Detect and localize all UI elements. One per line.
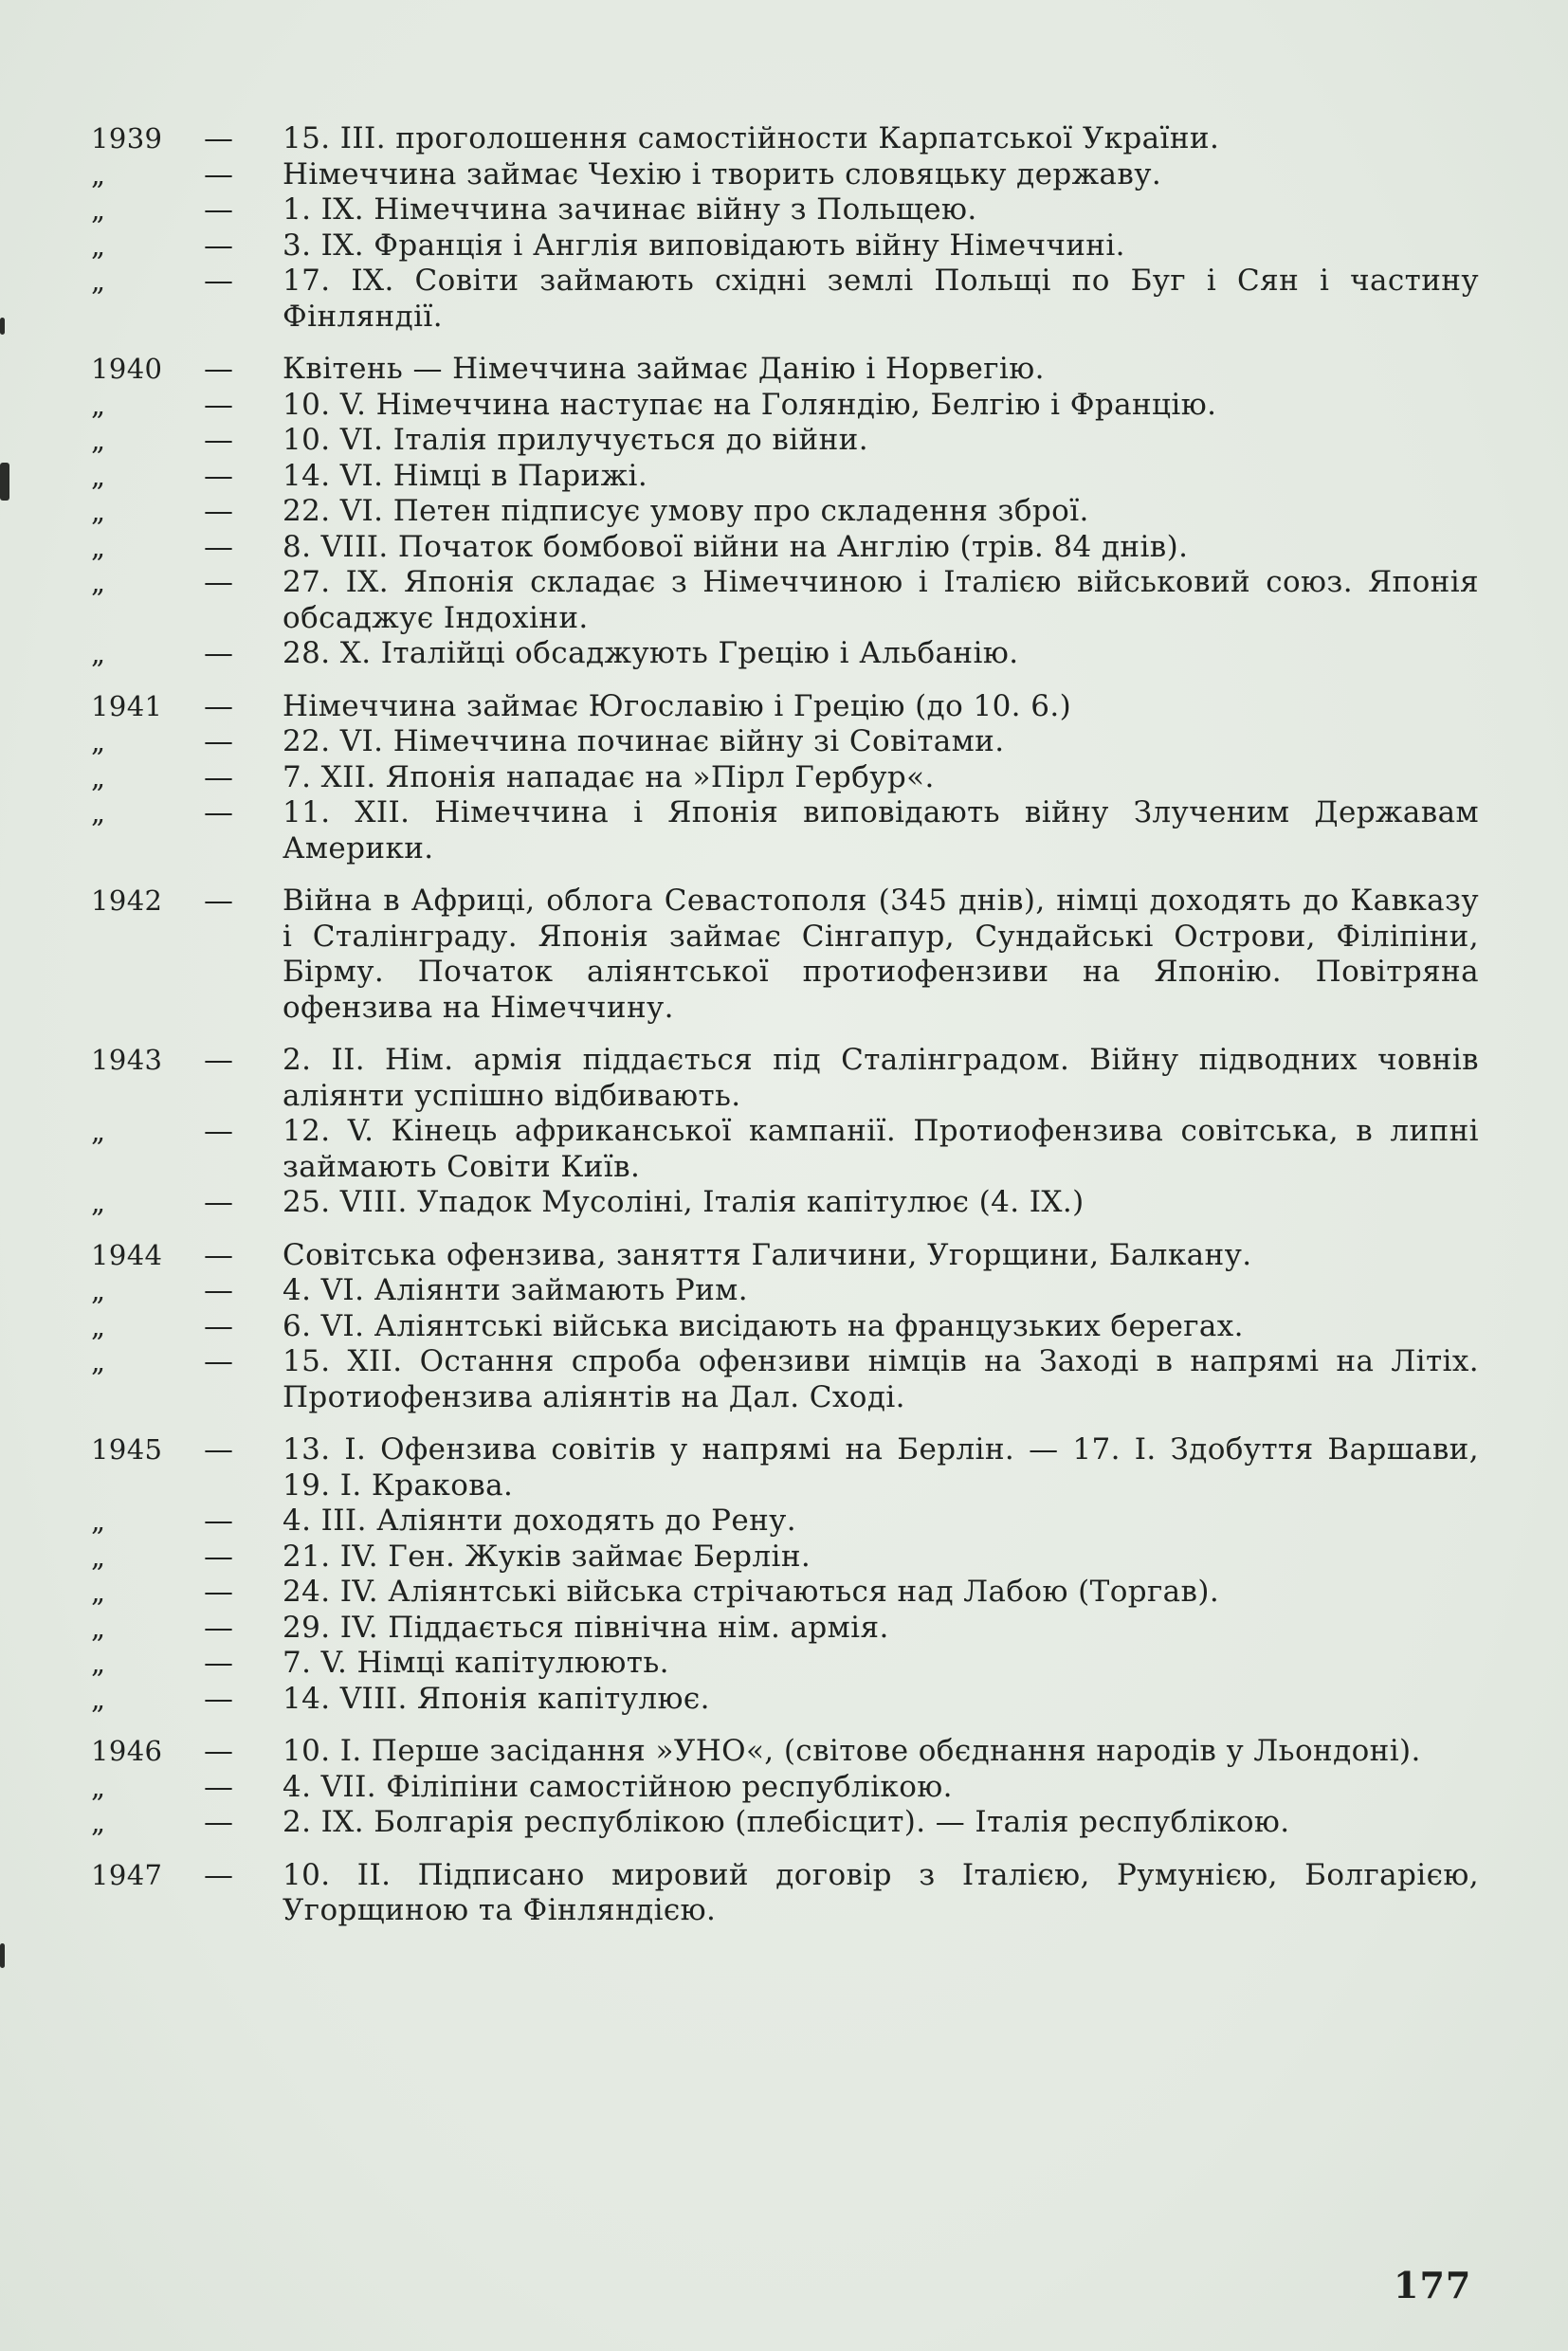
chronology-entry (0, 423, 1568, 459)
chronology-entry (0, 724, 1568, 760)
entry-year: „ (91, 530, 106, 563)
chronology-entry (0, 228, 1568, 264)
year-group (0, 884, 1568, 1026)
entry-dash: — (204, 156, 234, 191)
entry-text: 29. IV. Піддається північна нім. армія. (283, 1610, 889, 1645)
entry-year: „ (91, 796, 106, 829)
entry-text: 27. IX. Японія складає з Німеччиною і Італією військовий союз. Японія обсаджує Індохіни. (283, 565, 1479, 635)
entry-text: 22. VI. Петен підписує умову про складення зброї. (283, 494, 1089, 528)
entry-year: „ (91, 1611, 106, 1644)
year-group (0, 1432, 1568, 1717)
chronology-entry (0, 1805, 1568, 1841)
entry-year: „ (91, 193, 106, 226)
entry-text: 11. XII. Німеччина і Японія виповідають війну Злученим Державам Америки. (283, 795, 1479, 866)
entry-year: „ (91, 1806, 106, 1838)
entry-text: Квітень — Німеччина займає Данію і Норвегію. (283, 352, 1045, 386)
entry-dash: — (204, 1237, 234, 1272)
entry-year: „ (91, 424, 106, 456)
entry-dash: — (204, 565, 234, 599)
chronology-entry (0, 565, 1568, 636)
entry-text: 14. VI. Німці в Парижі. (283, 458, 648, 493)
entry-text: 4. VII. Філіпіни самостійною республікою. (283, 1769, 953, 1804)
year-group (0, 1043, 1568, 1221)
entry-dash: — (204, 494, 234, 528)
entry-dash: — (204, 1185, 234, 1219)
entry-dash: — (204, 529, 234, 564)
entry-dash: — (204, 1769, 234, 1804)
year-group (0, 121, 1568, 335)
chronology-entry (0, 388, 1568, 424)
entry-text: Війна в Африці, облога Севастополя (345 днів), німці доходять до Кавказу і Сталінграду. Японія займає Сінгапур, Сундайські Острови, Філіпіни, Бірму. Початок аліянтської протиофензиви на Японію. Повітряна офензива на Німеччину. (283, 884, 1479, 1025)
entry-year: „ (91, 1540, 106, 1573)
entry-text: 24. IV. Аліянтські війська стрічаються над Лабою (Торгав). (283, 1575, 1220, 1609)
entry-year: „ (91, 1504, 106, 1537)
chronology-entry (0, 121, 1568, 157)
entry-year: „ (91, 1647, 106, 1679)
entry-dash: — (204, 1681, 234, 1716)
entry-text: 13. I. Офензива совітів у напрямі на Берлін. — 17. I. Здобуття Варшави, 19. I. Кракова. (283, 1432, 1479, 1503)
chronology-entry (0, 1682, 1568, 1718)
entry-year: „ (91, 388, 106, 421)
chronology-entry (0, 1646, 1568, 1682)
chronology-entry (0, 1273, 1568, 1309)
year-group (0, 1858, 1568, 1929)
chronology-entry (0, 884, 1568, 1026)
entry-text: 21. IV. Ген. Жуків займає Берлін. (283, 1539, 811, 1574)
entry-dash: — (204, 192, 234, 227)
entry-dash: — (204, 884, 234, 918)
entry-dash: — (204, 1432, 234, 1467)
entry-year: „ (91, 264, 106, 297)
chronology-entry (0, 1344, 1568, 1415)
entry-text: 2. IX. Болгарія республікою (плебісцит). — Італія республікою. (283, 1805, 1290, 1839)
entry-year: „ (91, 1115, 106, 1147)
chronology-entry (0, 636, 1568, 672)
entry-text: 7. V. Німці капітулюють. (283, 1646, 669, 1680)
entry-dash: — (204, 352, 234, 386)
entry-year: 1945 (91, 1433, 163, 1466)
chronology-entry (0, 760, 1568, 796)
entry-text: 8. VIII. Початок бомбової війни на Англію (трів. 84 днів). (283, 529, 1189, 564)
chronology-entry (0, 192, 1568, 228)
chronology-entry (0, 1611, 1568, 1647)
chronology-entry (0, 795, 1568, 866)
entry-dash: — (204, 1575, 234, 1609)
chronology-entry (0, 157, 1568, 193)
entry-dash: — (204, 228, 234, 263)
entry-dash: — (204, 1805, 234, 1839)
entry-text: 10. V. Німеччина наступає на Голяндію, Белгію і Францію. (283, 387, 1217, 422)
entry-text: 3. IX. Франція і Англія виповідають війну Німеччині. (283, 228, 1125, 263)
entry-dash: — (204, 759, 234, 794)
chronology-entry (0, 352, 1568, 388)
entry-dash: — (204, 1308, 234, 1343)
entry-dash: — (204, 1344, 234, 1378)
entry-dash: — (204, 458, 234, 493)
entry-year: „ (91, 1309, 106, 1342)
chronology-entry (0, 1575, 1568, 1611)
chronology-entry (0, 1114, 1568, 1185)
chronology-entry (0, 1858, 1568, 1929)
entry-dash: — (204, 1734, 234, 1768)
year-group (0, 1238, 1568, 1416)
entry-text: 10. II. Підписано мировий договір з Італією, Румунією, Болгарією, Угорщиною та Фінляндією. (283, 1857, 1479, 1927)
entry-dash: — (204, 688, 234, 723)
entry-text: 17. IX. Совіти займають східні землі Польщі по Буг і Сян і частину Фінляндії. (283, 264, 1479, 334)
entry-text: 25. VIII. Упадок Мусоліні, Італія капітулює (4. IX.) (283, 1185, 1085, 1219)
entry-dash: — (204, 1539, 234, 1574)
entry-year: „ (91, 1186, 106, 1218)
entry-dash: — (204, 724, 234, 758)
chronology-entry (0, 689, 1568, 725)
entry-year: „ (91, 1345, 106, 1377)
entry-dash: — (204, 387, 234, 422)
chronology-entry (0, 530, 1568, 566)
chronology-entry (0, 1309, 1568, 1345)
chronology-entry (0, 264, 1568, 335)
entry-text: 1. IX. Німеччина зачинає війну з Польщею. (283, 192, 977, 227)
year-group (0, 689, 1568, 867)
entry-year: „ (91, 1682, 106, 1715)
entry-text: 6. VI. Аліянтські війська висідають на французьких берегах. (283, 1308, 1244, 1343)
entry-text: 10. VI. Італія прилучується до війни. (283, 423, 868, 457)
entry-year: „ (91, 760, 106, 793)
entry-year: 1947 (91, 1858, 163, 1891)
entry-dash: — (204, 1273, 234, 1307)
entry-year: „ (91, 1576, 106, 1608)
entry-year: „ (91, 495, 106, 527)
entry-text: 28. X. Італійці обсаджують Грецію і Альбанію. (283, 636, 1019, 670)
entry-text: 12. V. Кінець африканської кампанії. Протиофензива совітська, в липні займають Совіти Київ. (283, 1114, 1479, 1184)
entry-dash: — (204, 636, 234, 670)
chronology-entry (0, 1504, 1568, 1540)
entry-year: „ (91, 157, 106, 191)
entry-text: 10. I. Перше засідання »УНО«, (світове обєднання народів у Льондоні). (283, 1734, 1421, 1768)
entry-text: 22. VI. Німеччина починає війну зі Совітами. (283, 724, 1005, 758)
entry-text: 7. XII. Японія нападає на »Пірл Гербур«. (283, 759, 935, 794)
entry-year: 1940 (91, 353, 163, 385)
entry-text: 4. VI. Аліянти займають Рим. (283, 1273, 748, 1307)
chronology-entry (0, 1432, 1568, 1504)
entry-year: 1941 (91, 689, 163, 722)
entry-dash: — (204, 1610, 234, 1645)
entry-year: „ (91, 1770, 106, 1803)
entry-text: 15. III. проголошення самостійности Карпатської України. (283, 121, 1220, 155)
binding-mark (0, 1943, 5, 1968)
entry-dash: — (204, 1857, 234, 1892)
entry-dash: — (204, 1504, 234, 1538)
entry-year: „ (91, 459, 106, 492)
entry-year: 1943 (91, 1044, 163, 1076)
chronology-entry (0, 1540, 1568, 1576)
chronology-list (0, 121, 1568, 1946)
chronology-entry (0, 1043, 1568, 1114)
entry-text: 4. III. Аліянти доходять до Рену. (283, 1504, 797, 1538)
entry-year: „ (91, 725, 106, 757)
entry-dash: — (204, 795, 234, 829)
entry-text: Німеччина займає Чехію і творить словяцьку державу. (283, 156, 1162, 191)
entry-year: „ (91, 1274, 106, 1306)
entry-year: 1946 (91, 1735, 163, 1767)
entry-dash: — (204, 1043, 234, 1077)
entry-year: 1939 (91, 122, 163, 155)
entry-dash: — (204, 121, 234, 155)
entry-text: Совітська офензива, заняття Галичини, Угорщини, Балкану. (283, 1237, 1252, 1272)
page-number: 177 (1394, 2264, 1472, 2306)
entry-text: 2. II. Нім. армія піддається під Сталінградом. Війну підводних човнів аліянти успішно відбивають. (283, 1043, 1479, 1113)
entry-year: „ (91, 566, 106, 598)
entry-dash: — (204, 423, 234, 457)
chronology-entry (0, 1734, 1568, 1770)
entry-dash: — (204, 1646, 234, 1680)
year-group (0, 1734, 1568, 1841)
entry-text: Німеччина займає Югославію і Грецію (до 10. 6.) (283, 688, 1072, 723)
entry-text: 14. VIII. Японія капітулює. (283, 1681, 710, 1716)
entry-year: „ (91, 637, 106, 669)
entry-dash: — (204, 264, 234, 298)
entry-year: 1942 (91, 884, 163, 917)
year-group (0, 352, 1568, 672)
entry-year: 1944 (91, 1238, 163, 1271)
entry-year: „ (91, 228, 106, 262)
chronology-entry (0, 494, 1568, 530)
entry-text: 15. XII. Остання спроба офензиви німців на Заході в напрямі на Літіх. Протиофензива аліянтів на Дал. Сході. (283, 1344, 1479, 1414)
chronology-entry (0, 1185, 1568, 1221)
chronology-entry (0, 1770, 1568, 1806)
chronology-entry (0, 459, 1568, 495)
chronology-entry (0, 1238, 1568, 1274)
entry-dash: — (204, 1114, 234, 1148)
